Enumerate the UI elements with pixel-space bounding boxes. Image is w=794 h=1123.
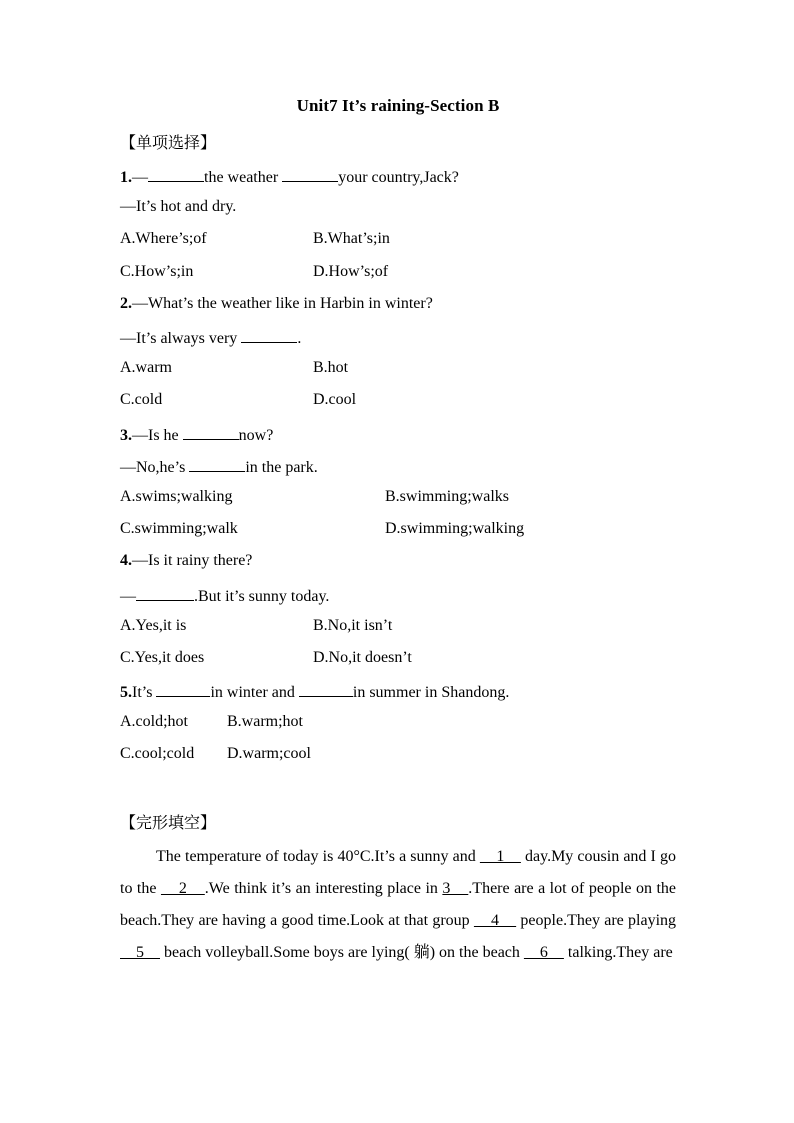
answer-blank[interactable] <box>241 327 297 343</box>
question-3: 3.—Is he now? <box>120 424 273 445</box>
option-b[interactable]: B.No,it isn’t <box>313 617 393 634</box>
option-d[interactable]: D.No,it doesn’t <box>313 649 412 666</box>
answer-blank[interactable] <box>156 681 210 697</box>
option-c[interactable]: C.Yes,it does <box>120 649 205 666</box>
section-heading-multiple-choice: 【单项选择】 <box>120 133 217 152</box>
question-2-reply: —It’s always very . <box>120 327 301 348</box>
option-a[interactable]: A.cold;hot <box>120 713 188 730</box>
cloze-blank-6[interactable]: 6 <box>523 944 564 961</box>
option-c[interactable]: C.cold <box>120 391 163 408</box>
answer-blank[interactable] <box>189 456 245 472</box>
option-a[interactable]: A.warm <box>120 359 172 376</box>
option-d[interactable]: D.How’s;of <box>313 263 389 280</box>
answer-blank[interactable] <box>299 681 353 697</box>
page-title: Unit7 It’s raining-Section B <box>296 96 500 115</box>
cloze-blank-5[interactable]: 5 <box>120 944 160 961</box>
option-d[interactable]: D.warm;cool <box>227 745 311 762</box>
option-b[interactable]: B.warm;hot <box>227 713 303 730</box>
answer-blank[interactable] <box>183 424 239 440</box>
question-1: 1.— the weather your country,Jack? <box>120 166 459 187</box>
option-c[interactable]: C.swimming;walk <box>120 520 238 537</box>
question-2: 2.—What’s the weather like in Harbin in winter? <box>120 295 433 312</box>
option-b[interactable]: B.swimming;walks <box>385 488 510 505</box>
answer-blank[interactable] <box>282 166 338 182</box>
cloze-blank-3[interactable]: 3 <box>442 880 469 897</box>
question-3-reply: —No,he’s in the park. <box>120 456 318 477</box>
answer-blank[interactable] <box>148 166 204 182</box>
question-4-reply: — .But it’s sunny today. <box>120 585 329 606</box>
cloze-passage: The temperature of today is 40°C.It’s a sunny and 1 day.My cousin and I go to the 2 .We think it’s an interesting place in 3 .There are a lot of people on the beach.They are having a good time.Look at that group 4 people.They are playing 5 beach volleyball.Some boys are lying( 躺) on the beach 6 talking.They are <box>120 848 677 961</box>
option-b[interactable]: B.hot <box>313 359 349 376</box>
option-a[interactable]: A.Where’s;of <box>120 230 207 247</box>
question-5: 5.It’s in winter and in summer in Shandong. <box>120 681 509 702</box>
option-b[interactable]: B.What’s;in <box>313 230 390 247</box>
option-a[interactable]: A.Yes,it is <box>120 617 187 634</box>
section-heading-cloze: 【完形填空】 <box>120 813 217 832</box>
cloze-blank-2[interactable]: 2 <box>160 880 205 897</box>
question-4: 4.—Is it rainy there? <box>120 552 253 569</box>
option-a[interactable]: A.swims;walking <box>120 488 233 505</box>
option-d[interactable]: D.cool <box>313 391 357 408</box>
option-c[interactable]: C.cool;cold <box>120 745 195 762</box>
option-c[interactable]: C.How’s;in <box>120 263 194 280</box>
option-d[interactable]: D.swimming;walking <box>385 520 525 537</box>
cloze-blank-4[interactable]: 4 <box>473 912 517 929</box>
question-1-reply: —It’s hot and dry. <box>120 198 237 215</box>
cloze-blank-1[interactable]: 1 <box>479 848 521 865</box>
answer-blank[interactable] <box>136 585 194 601</box>
